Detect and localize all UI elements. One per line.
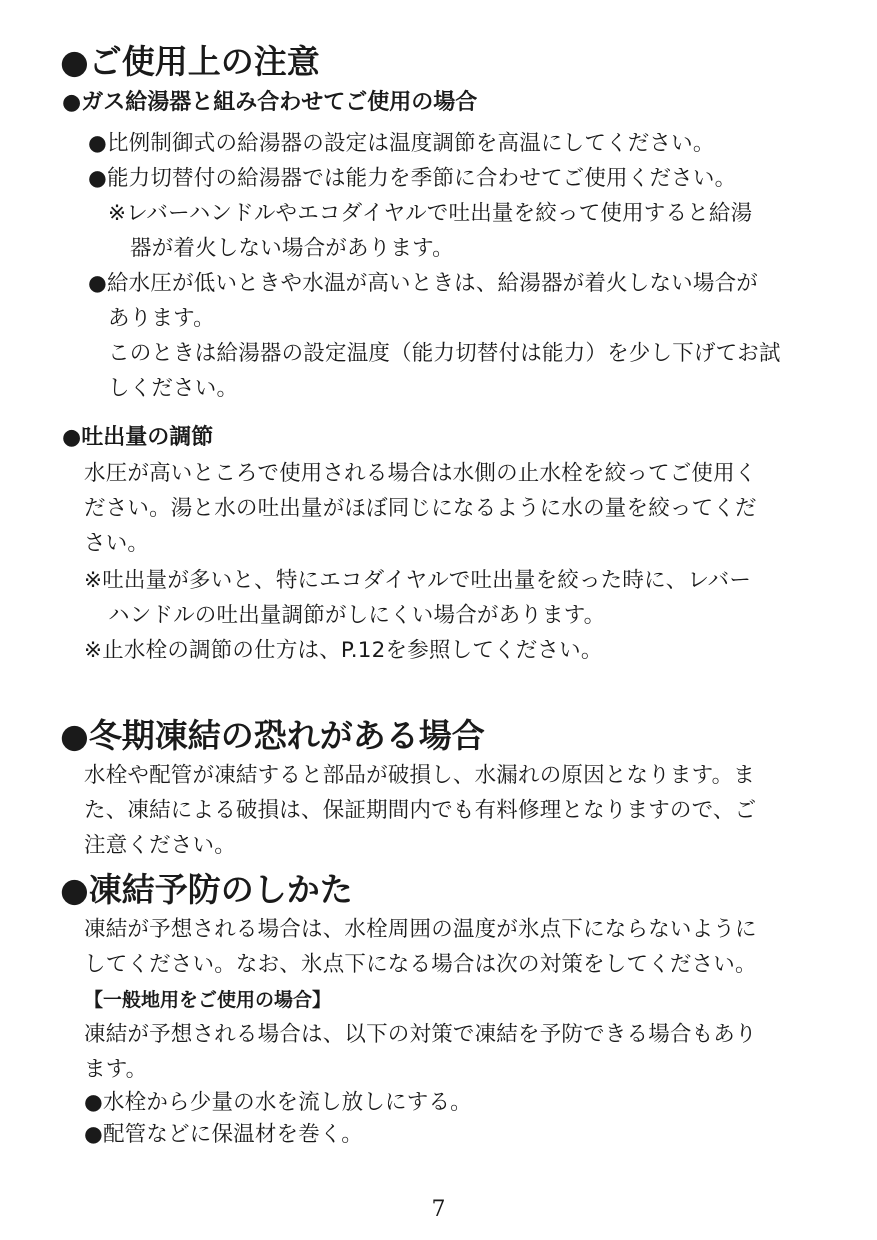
section-title-freeze-risk: ●冬期凍結の恐れがある場合 bbox=[60, 716, 485, 755]
bullet-low-pressure-line1: ●給水圧が低いときや水温が高いときは、給湯器が着火しない場合が bbox=[88, 271, 758, 296]
subsection-title-gas-heater: ●ガス給湯器と組み合わせてご使用の場合 bbox=[62, 90, 478, 115]
note-lever-eco-dial-line1: ※レバーハンドルやエコダイヤルで吐出量を絞って使用すると給湯 bbox=[108, 201, 753, 226]
flow-note1-line1: ※吐出量が多いと、特にエコダイヤルで吐出量を絞った時に、レバー bbox=[84, 568, 752, 593]
bullet-insulation: ●配管などに保温材を巻く。 bbox=[84, 1122, 363, 1147]
bullet-capacity-switch: ●能力切替付の給湯器では能力を季節に合わせてご使用ください。 bbox=[88, 166, 737, 191]
bullet-run-water: ●水栓から少量の水を流し放しにする。 bbox=[84, 1090, 472, 1115]
page-number: 7 bbox=[431, 1197, 446, 1222]
bullet-low-pressure-line3: このときは給湯器の設定温度（能力切替付は能力）を少し下げてお試 bbox=[108, 341, 781, 366]
freeze-risk-line2: た、凍結による破損は、保証期間内でも有料修理となりますので、ご bbox=[84, 798, 757, 823]
bullet-low-pressure-line4: しください。 bbox=[108, 376, 239, 401]
bullet-low-pressure-line2: あります。 bbox=[108, 306, 215, 331]
note-lever-eco-dial-line2: 器が着火しない場合があります。 bbox=[130, 236, 454, 261]
flow-note2: ※止水栓の調節の仕方は、P.12を参照してください。 bbox=[84, 638, 603, 663]
freeze-risk-line1: 水栓や配管が凍結すると部品が破損し、水漏れの原因となります。ま bbox=[84, 763, 755, 788]
freeze-risk-line3: 注意ください。 bbox=[84, 833, 236, 858]
section-title-usage-cautions: ●ご使用上の注意 bbox=[60, 42, 320, 81]
freeze-prevention-line1: 凍結が予想される場合は、水栓周囲の温度が氷点下にならないように bbox=[84, 917, 757, 942]
general-area-line2: ます。 bbox=[84, 1057, 148, 1082]
flow-paragraph-line3: さい。 bbox=[84, 531, 150, 556]
bullet-proportional-control: ●比例制御式の給湯器の設定は温度調節を高温にしてください。 bbox=[88, 131, 715, 156]
section-title-freeze-prevention: ●凍結予防のしかた bbox=[60, 870, 353, 909]
subsection-title-general-area: 【一般地用をご使用の場合】 bbox=[84, 989, 332, 1011]
flow-note1-line2: ハンドルの吐出量調節がしにくい場合があります。 bbox=[108, 603, 606, 628]
freeze-prevention-line2: してください。なお、氷点下になる場合は次の対策をしてください。 bbox=[84, 952, 757, 977]
flow-paragraph-line1: 水圧が高いところで使用される場合は水側の止水栓を絞ってご使用く bbox=[84, 461, 757, 486]
flow-paragraph-line2: ださい。湯と水の吐出量がほぼ同じになるように水の量を絞ってくだ bbox=[84, 496, 757, 521]
general-area-line1: 凍結が予想される場合は、以下の対策で凍結を予防できる場合もあり bbox=[84, 1022, 757, 1047]
subsection-title-flow-adjust: ●吐出量の調節 bbox=[62, 425, 214, 450]
